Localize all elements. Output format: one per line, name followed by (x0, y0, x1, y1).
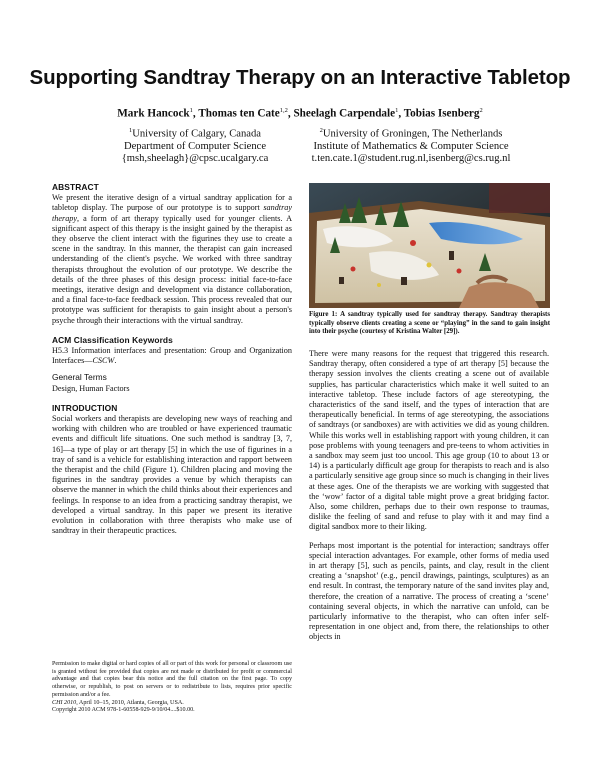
author-sup: 2 (479, 107, 483, 114)
author-name: Thomas ten Cate (198, 107, 280, 120)
body-paragraph: Perhaps most important is the potential for interaction; sandtrays offer special interaction advantages. For example, other forms of media used in art therapy [5], such as pencils, paints, and clay, result in the client creating a ‘snapshot’ (e.g., pencil drawings, paintings, sculptures) as an end result. In contrast, the temporary nature of the sand invites play and, therefore, the creation of a narrative. The process of creating a ‘scene’ containing several objects, in which the narrative can unfold, can be particularly informative to the therapist, who can often infer self-representation in one object and, from there, the relationships to other objects in (309, 540, 549, 642)
left-column (52, 182, 292, 537)
abstract-heading: ABSTRACT (52, 182, 99, 192)
terms-heading: General Terms (52, 372, 107, 383)
author-list: Mark Hancock$^1$, Thomas ten Cate$^{1,2}$, Sheelagh Carpendale$^1$, Tobias Isenberg$^2$ (117, 107, 483, 120)
figure-1-photo (309, 183, 550, 308)
sandtray-photo-icon (309, 183, 550, 308)
abstract-text: We present the iterative design of a virtual sandtray application for a tabletop display. The purpose of our prototype is to support sandtray therapy, a form of art therapy typically used for younger clients. A significant aspect of this therapy is the insight gained by the therapist as they observe the client interact with the figurines they use to create a scene in the sandtray. In this manner, the therapist can gain increased understanding of the client's psyche. We worked with three sandtray therapists throughout the evolution of our prototype. We describe the details of the three phases of this design process: initial face-to-face meetings, iterative design and development via distance collaboration, and a final face-to-face feedback session. This process revealed that our prototype was sufficient for therapists to gain insight about a person's psyche through their interactions with the virtual sandtray. (52, 193, 292, 325)
body-paragraph: There were many reasons for the request that triggered this research. Sandtray therapy, often considered a type of art therapy [5] because the therapy session involves the clients creating a scene out of available supplies, has particular characteristics which make it well suited to an interactive tabletop. These include factors of age stereotyping, the characteristics of the sand itself, and the types of interaction that are therapeutically beneficial. In terms of age stereotyping, the associations of sandtrays (or sandboxes) are with activities we did as young children. While this works well in establishing rapport with young children, it can pose problems with young teenagers and pre-teens to whom activities in a sandbox may seem just too uncool. This age group (10 to about 13 or 14) is a particularly difficult age group for therapists to reach and is also a particularly sensitive age group since so much is changing in their lives at these ages. One of the therapists we are working with suggested that the ‘wow’ factor of a digital table might prove a great bridging factor. Also, some children, perhaps due to their own response to traumas, dislike the feeling of sand and refuse to play with it and may find a digital sandbox more to their liking. (309, 349, 549, 532)
terms-text: Design, Human Factors (52, 383, 130, 393)
permission-notice: Permission to make digital or hard copies of all or part of this work for personal or classroom use is granted without fee provided that copies are not made or distributed for profit or commercial advantage and that copies bear this notice and the full citation on the first page. To copy otherwise, or republish, to post on servers or to redistribute to lists, requires prior specific permission and/or a fee. CHI 2010, April 10–15, 2010, Atlanta, Georgia, USA. Copyright 2010 ACM 978-1-60558-929-9/10/04....$10.00. (52, 661, 292, 714)
right-column (309, 349, 549, 643)
acm-text: H5.3 Information interfaces and presentation: Group and Organization Interfaces—CSCW. (52, 346, 292, 366)
author-name: Sheelagh Carpendale (293, 107, 396, 120)
author-name: Tobias Isenberg (403, 107, 480, 120)
author-sup: 1 (395, 107, 399, 114)
affiliation-2: $^2$University of Groningen, The Netherlands Institute of Mathematics & Computer Science t.ten.cate.1@student.rug.nl,isenberg@cs.rug.nl (300, 125, 522, 166)
intro-heading: INTRODUCTION (52, 402, 118, 413)
paper-title: Supporting Sandtray Therapy on an Interactive Tabletop (29, 66, 571, 89)
intro-text: Social workers and therapists are developing new ways of reaching and working with children who are troubled or have experienced traumatic events and difficult life situations. One such method is sandtray [3, 7, 16]—a type of play or art therapy [5] in which the use of figurines in a tray of sand is a vehicle for establishing interaction and rapport between the therapist and the child (Figure 1). Children placing and moving the figurines in the sandtray provides a venue by which therapists can observe the manner in which the child thinks about their experiences and feelings. In response to an idea from a practicing sandtray therapist, we developed a virtual sandtray. In this paper we present its iterative evolution in collaboration with three therapists who make use of sandtray in their therapeutic practices. (52, 414, 292, 536)
figure-caption: Figure 1: A sandtray typically used for sandtray therapy. Sandtray therapists typically observe clients creating a scene or “playing” in the sand to gain insight into their psyche (courtesy of Kristina Walter [29]). (309, 311, 550, 335)
author-name: Mark Hancock (117, 107, 190, 120)
affiliation-1: $^1$University of Calgary, Canada Department of Computer Science {msh,sheelagh}@cpsc.ucalgary.ca (95, 125, 295, 166)
email-link[interactable]: {msh,sheelagh}@cpsc.ucalgary.ca (121, 153, 269, 165)
author-sup: 1,2 (279, 107, 288, 114)
email-link[interactable]: t.ten.cate.1@student.rug.nl,isenberg@cs.rug.nl (311, 153, 511, 165)
author-sup: 1 (189, 107, 193, 114)
acm-heading: ACM Classification Keywords (52, 334, 173, 345)
